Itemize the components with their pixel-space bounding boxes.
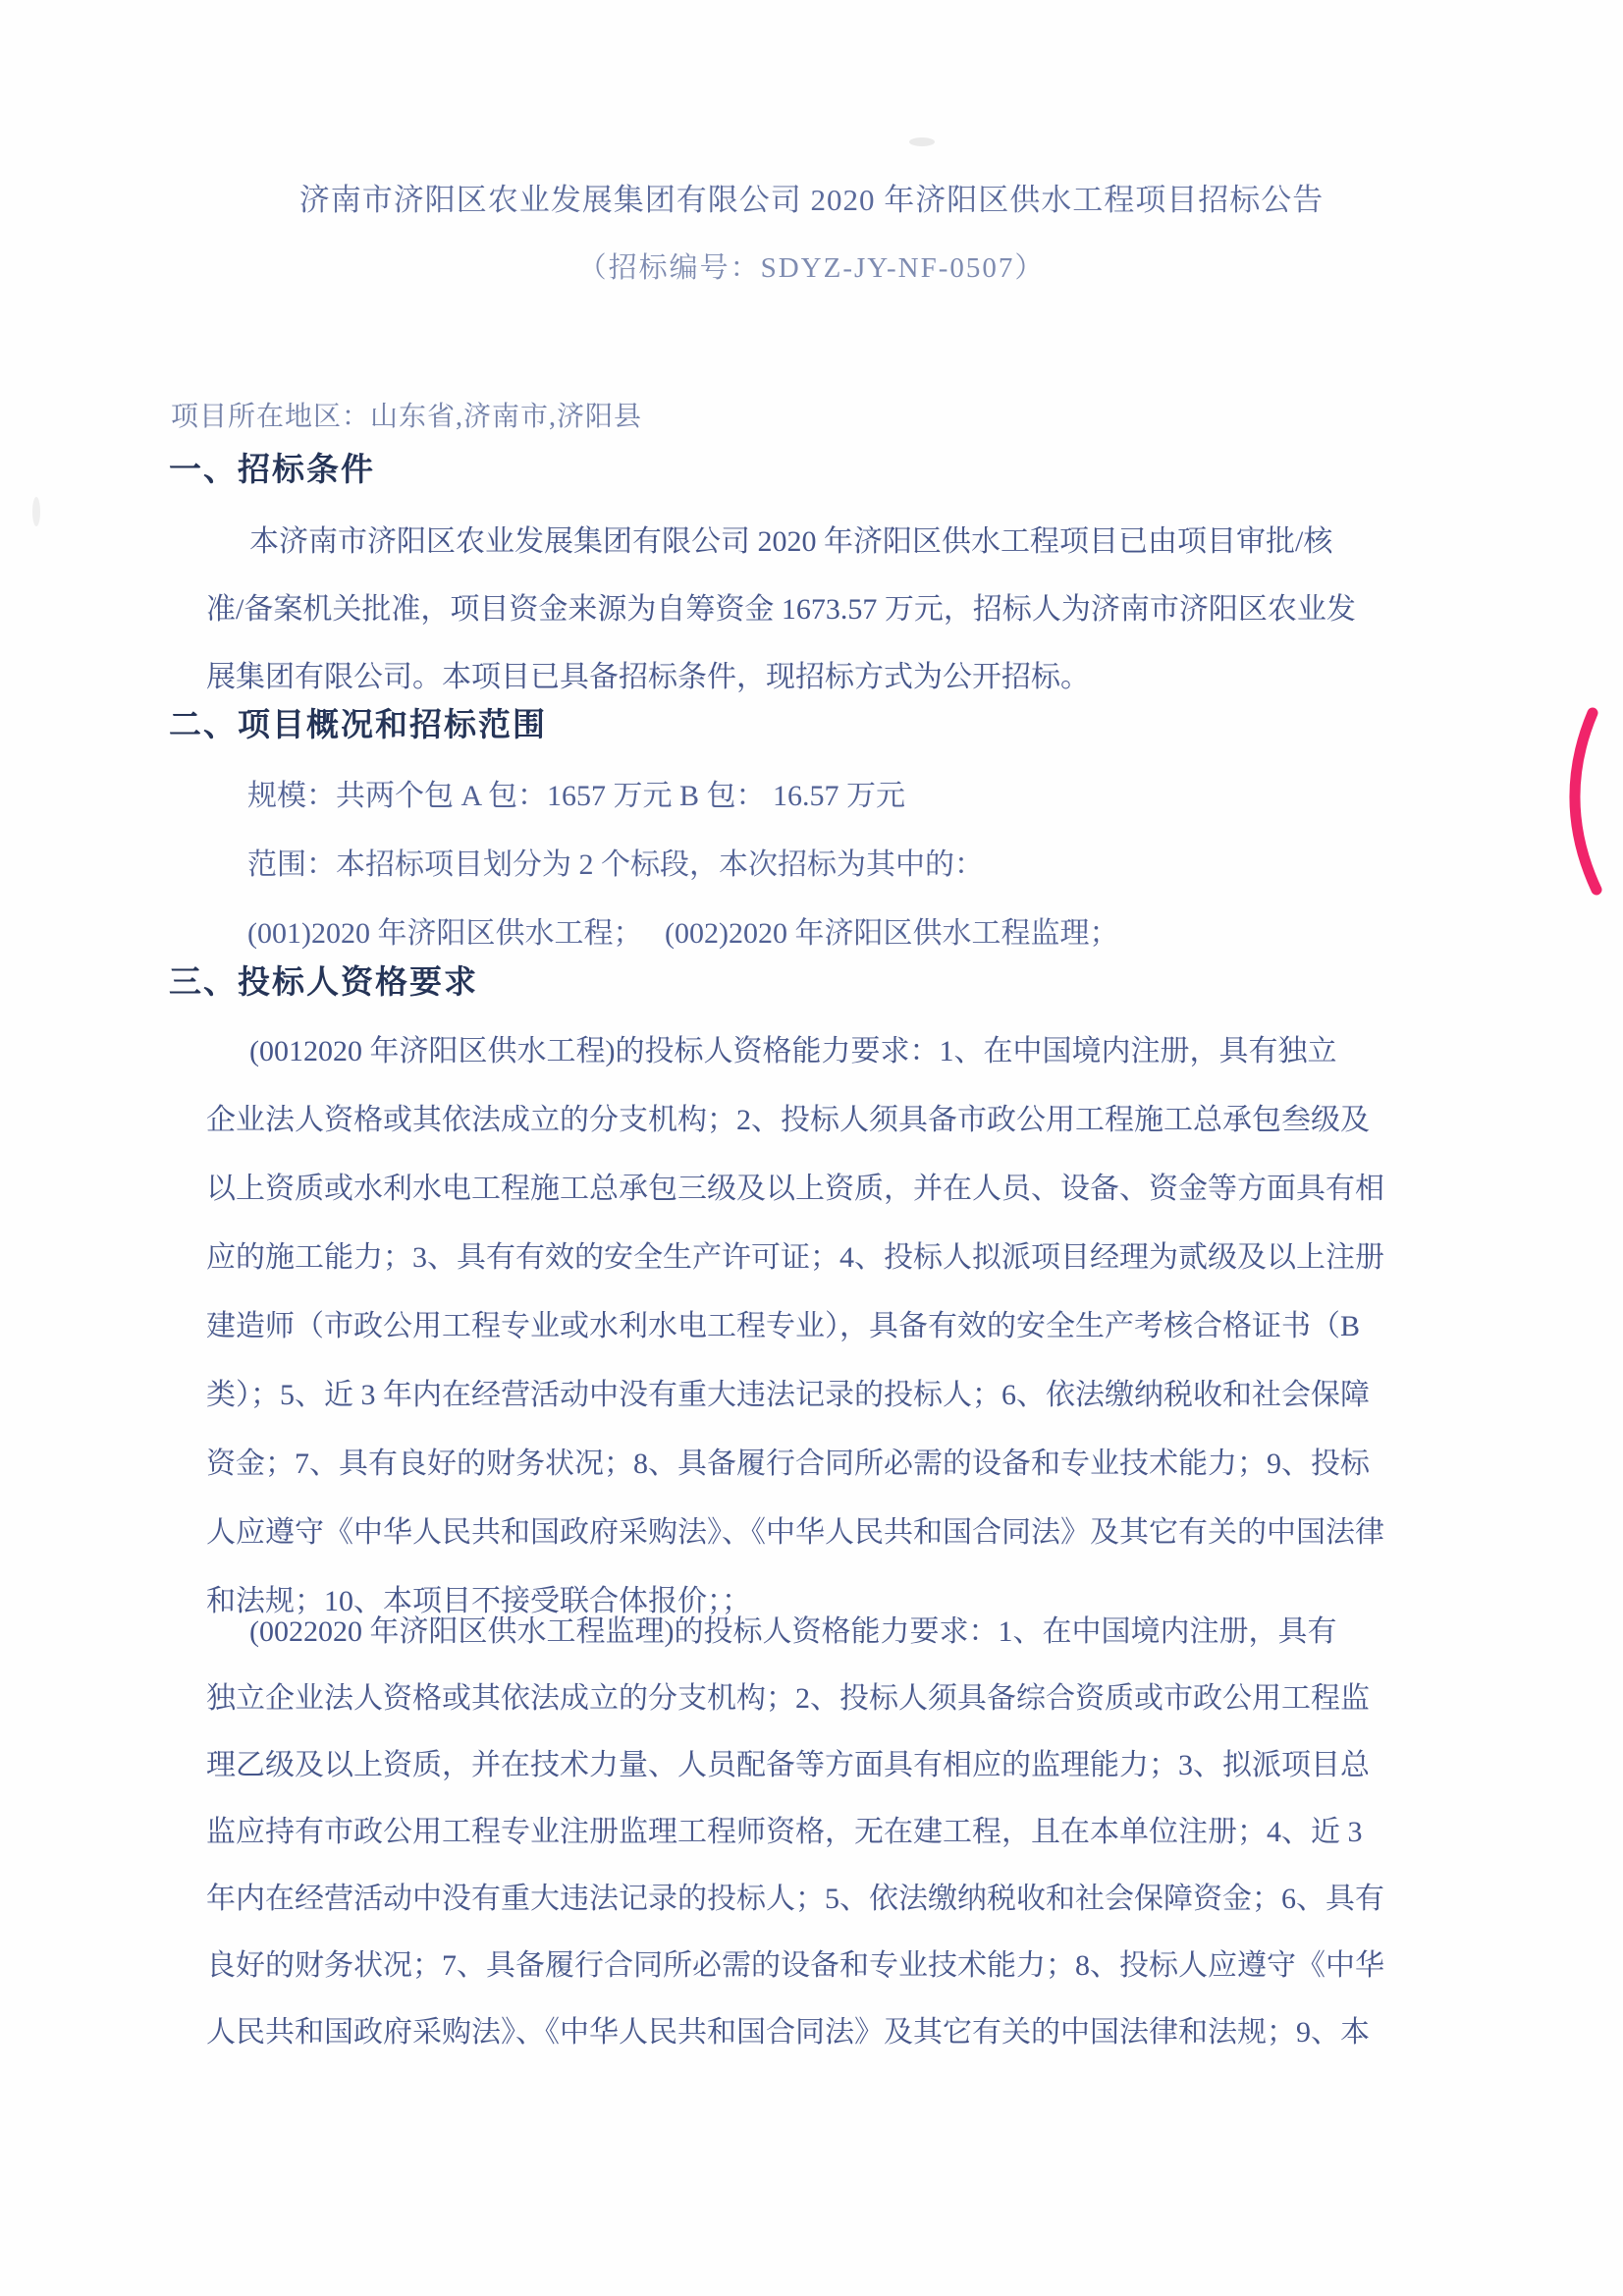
paragraph-line: 理乙级及以上资质，并在技术力量、人员配备等方面具有相应的监理能力；3、拟派项目总 [206,1749,1370,1781]
paragraph-line: 和法规；10、本项目不接受联合体报价；； [206,1585,751,1617]
section-1-heading: 一、招标条件 [169,451,375,487]
section-2-heading: 二、项目概况和招标范围 [169,706,547,742]
paragraph-line: 准/备案机关批准，项目资金来源为自筹资金 1673.57 万元，招标人为济南市济阳区农业发 [206,593,1356,626]
paragraph-line: 人应遵守《中华人民共和国政府采购法》、《中华人民共和国合同法》及其它有关的中国法律 [206,1516,1384,1549]
tender-conditions-paragraph [206,508,1434,711]
packages-line: (001)2020 年济阳区供水工程； (002)2020 年济阳区供水工程监理； [247,917,1119,950]
pink-highlighter-mark [1549,705,1610,898]
paragraph-line: (0012020 年济阳区供水工程)的投标人资格能力要求：1、在中国境内注册，具有独立 [249,1035,1337,1067]
paragraph-line: 企业法人资格或其依法成立的分支机构；2、投标人须具备市政公用工程施工总承包叁级及 [206,1104,1370,1136]
document-title: 济南市济阳区农业发展集团有限公司 2020 年济阳区供水工程项目招标公告 [298,183,1325,217]
paragraph-line: 人民共和国政府采购法》、《中华人民共和国合同法》及其它有关的中国法律和法规；9、本 [206,2016,1370,2049]
bidder-qualification-package1 [206,1017,1434,1636]
paragraph-line: 展集团有限公司。本项目已具备招标条件，现招标方式为公开招标。 [206,661,1090,693]
paragraph-line: 独立企业法人资格或其依法成立的分支机构；2、投标人须具备综合资质或市政公用工程监 [206,1682,1370,1715]
paragraph-line: 本济南市济阳区农业发展集团有限公司 2020 年济阳区供水工程项目已由项目审批/核 [249,525,1333,558]
paragraph-line: 应的施工能力；3、具有有效的安全生产许可证；4、投标人拟派项目经理为贰级及以上注册 [206,1241,1384,1274]
scope-line: 范围：本招标项目划分为 2 个标段，本次招标为其中的： [247,848,984,881]
project-overview-block [247,762,1475,968]
paragraph-line: 良好的财务状况；7、具备履行合同所必需的设备和专业技术能力；8、投标人应遵守《中华 [206,1949,1384,1982]
paragraph-line: (0022020 年济阳区供水工程监理)的投标人资格能力要求：1、在中国境内注册，具有 [249,1615,1337,1648]
tender-number: （招标编号：SDYZ-JY-NF-0507） [577,252,1046,284]
paragraph-line: 资金；7、具有良好的财务状况；8、具备履行合同所必需的设备和专业技术能力；9、投标 [206,1448,1370,1480]
paragraph-line: 以上资质或水利水电工程施工总承包三级及以上资质，并在人员、设备、资金等方面具有相 [206,1173,1384,1205]
scan-smudge [909,137,935,146]
paragraph-line: 年内在经营活动中没有重大违法记录的投标人；5、依法缴纳税收和社会保障资金；6、具有 [206,1883,1384,1915]
pink-crescent-stroke [1575,713,1596,890]
scan-smudge [32,497,40,526]
section-3-heading: 三、投标人资格要求 [169,963,478,1000]
paragraph-line: 监应持有市政公用工程专业注册监理工程师资格，无在建工程，且在本单位注册；4、近 3 [206,1816,1363,1848]
scale-line: 规模：共两个包 A 包：1657 万元 B 包： 16.57 万元 [247,780,906,812]
paragraph-line: 类）；5、近 3 年内在经营活动中没有重大违法记录的投标人；6、依法缴纳税收和社会保障 [206,1379,1370,1411]
paragraph-line: 建造师（市政公用工程专业或水利水电工程专业），具备有效的安全生产考核合格证书（B [206,1310,1361,1342]
bidder-qualification-package2 [206,1599,1434,2066]
project-location: 项目所在地区：山东省,济南市,济阳县 [171,402,643,432]
